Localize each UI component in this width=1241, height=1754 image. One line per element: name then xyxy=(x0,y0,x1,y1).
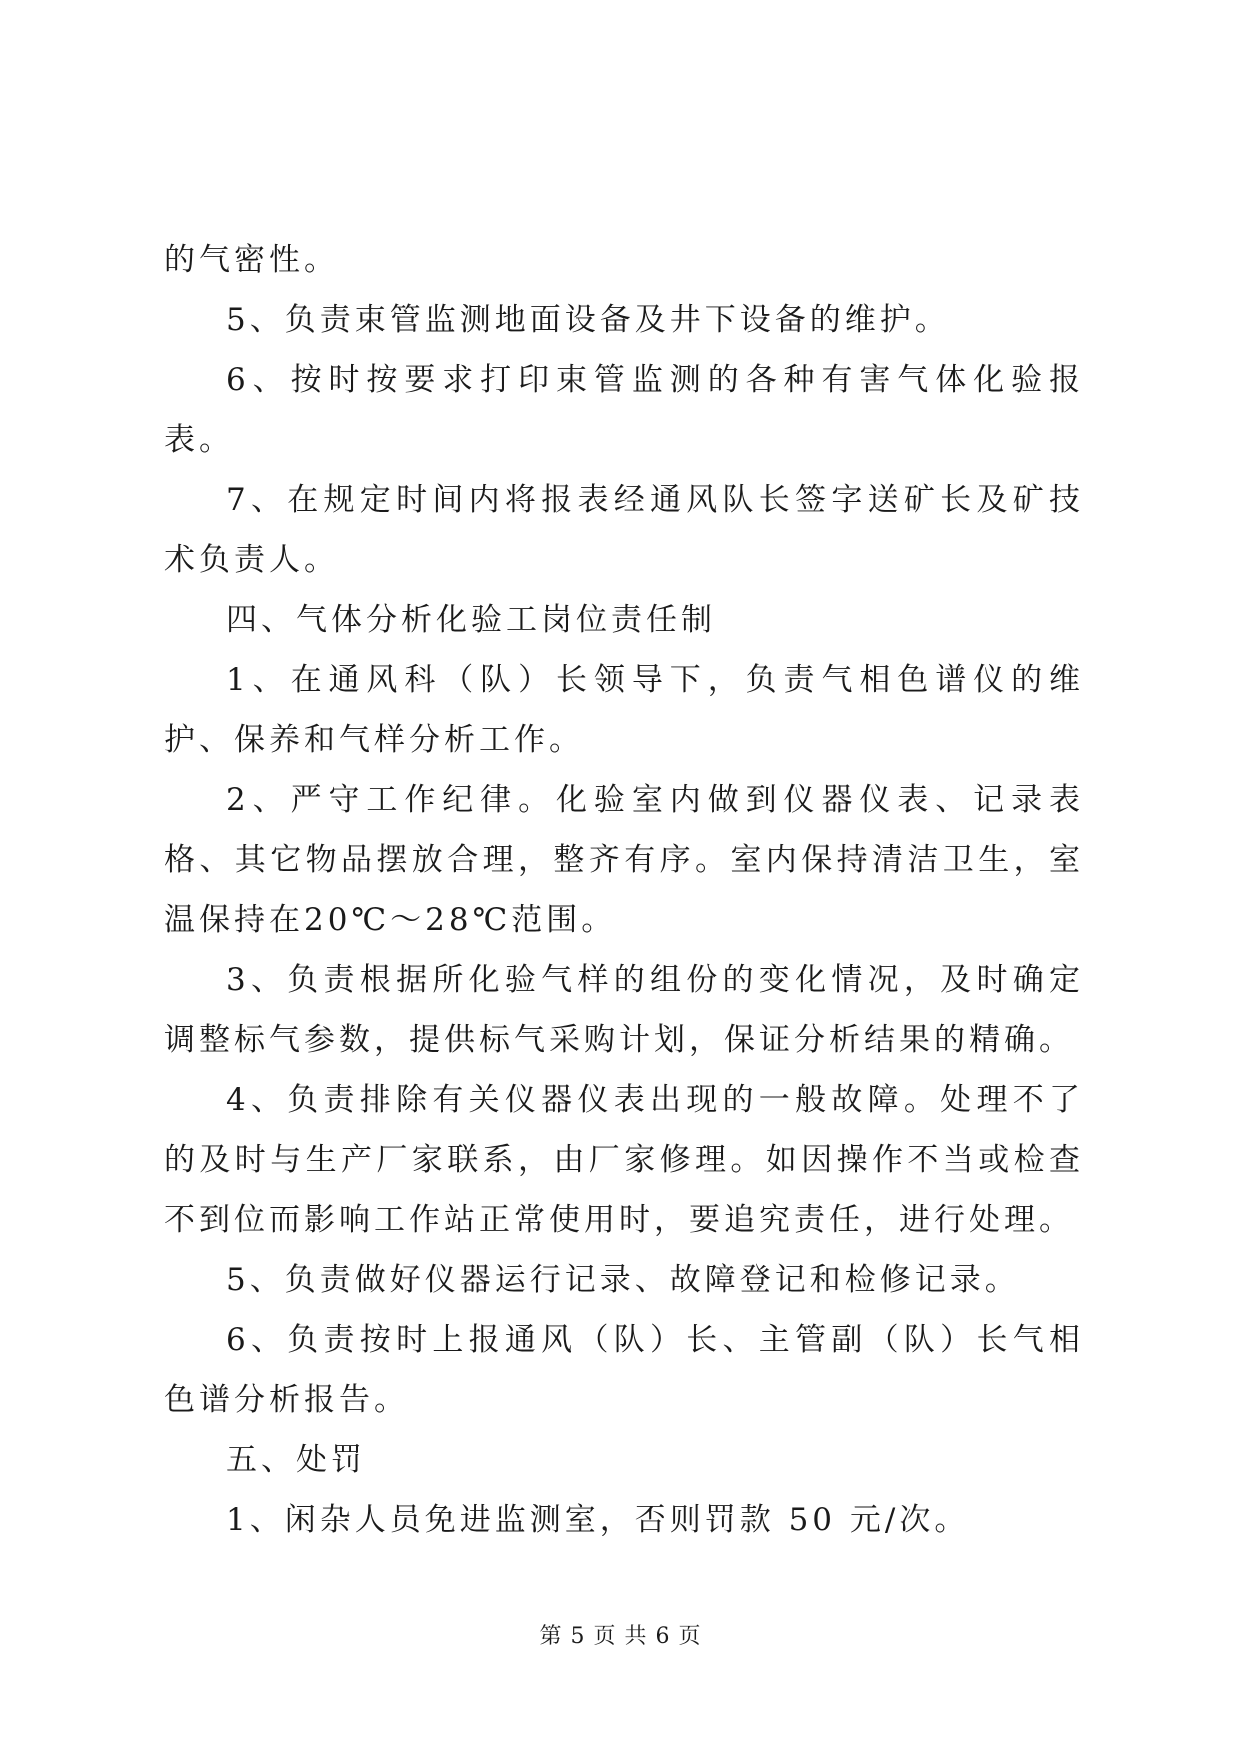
paragraph: 5、负责束管监测地面设备及井下设备的维护。 xyxy=(226,302,950,338)
paragraph: 的气密性。 xyxy=(164,242,339,278)
paragraph: 2、严守工作纪律。化验室内做到仪器仪表、记录表格、其它物品摆放合理，整齐有序。室内保持清洁卫生，室温保持在20℃～28℃范围。 xyxy=(164,782,1084,938)
paragraph: 1、闲杂人员免进监测室，否则罚款 50 元/次。 xyxy=(226,1502,970,1538)
paragraph: 4、负责排除有关仪器仪表出现的一般故障。处理不了的及时与生产厂家联系，由厂家修理。如因操作不当或检查不到位而影响工作站正常使用时，要追究责任，进行处理。 xyxy=(164,1082,1084,1238)
page-number-footer: 第 5 页 共 6 页 xyxy=(539,1624,702,1649)
paragraph: 7、在规定时间内将报表经通风队长签字送矿长及矿技术负责人。 xyxy=(164,482,1084,578)
paragraph: 3、负责根据所化验气样的组份的变化情况，及时确定调整标气参数，提供标气采购计划，保证分析结果的精确。 xyxy=(164,962,1084,1058)
section-heading: 四、气体分析化验工岗位责任制 xyxy=(226,602,716,638)
section-heading: 五、处罚 xyxy=(226,1442,366,1478)
paragraph: 6、按时按要求打印束管监测的各种有害气体化验报表。 xyxy=(164,362,1084,458)
paragraph: 1、在通风科（队）长领导下，负责气相色谱仪的维护、保养和气样分析工作。 xyxy=(164,662,1084,758)
body-text xyxy=(164,230,1084,1550)
paragraph: 6、负责按时上报通风（队）长、主管副（队）长气相色谱分析报告。 xyxy=(164,1322,1084,1418)
paragraph: 5、负责做好仪器运行记录、故障登记和检修记录。 xyxy=(226,1262,1020,1298)
